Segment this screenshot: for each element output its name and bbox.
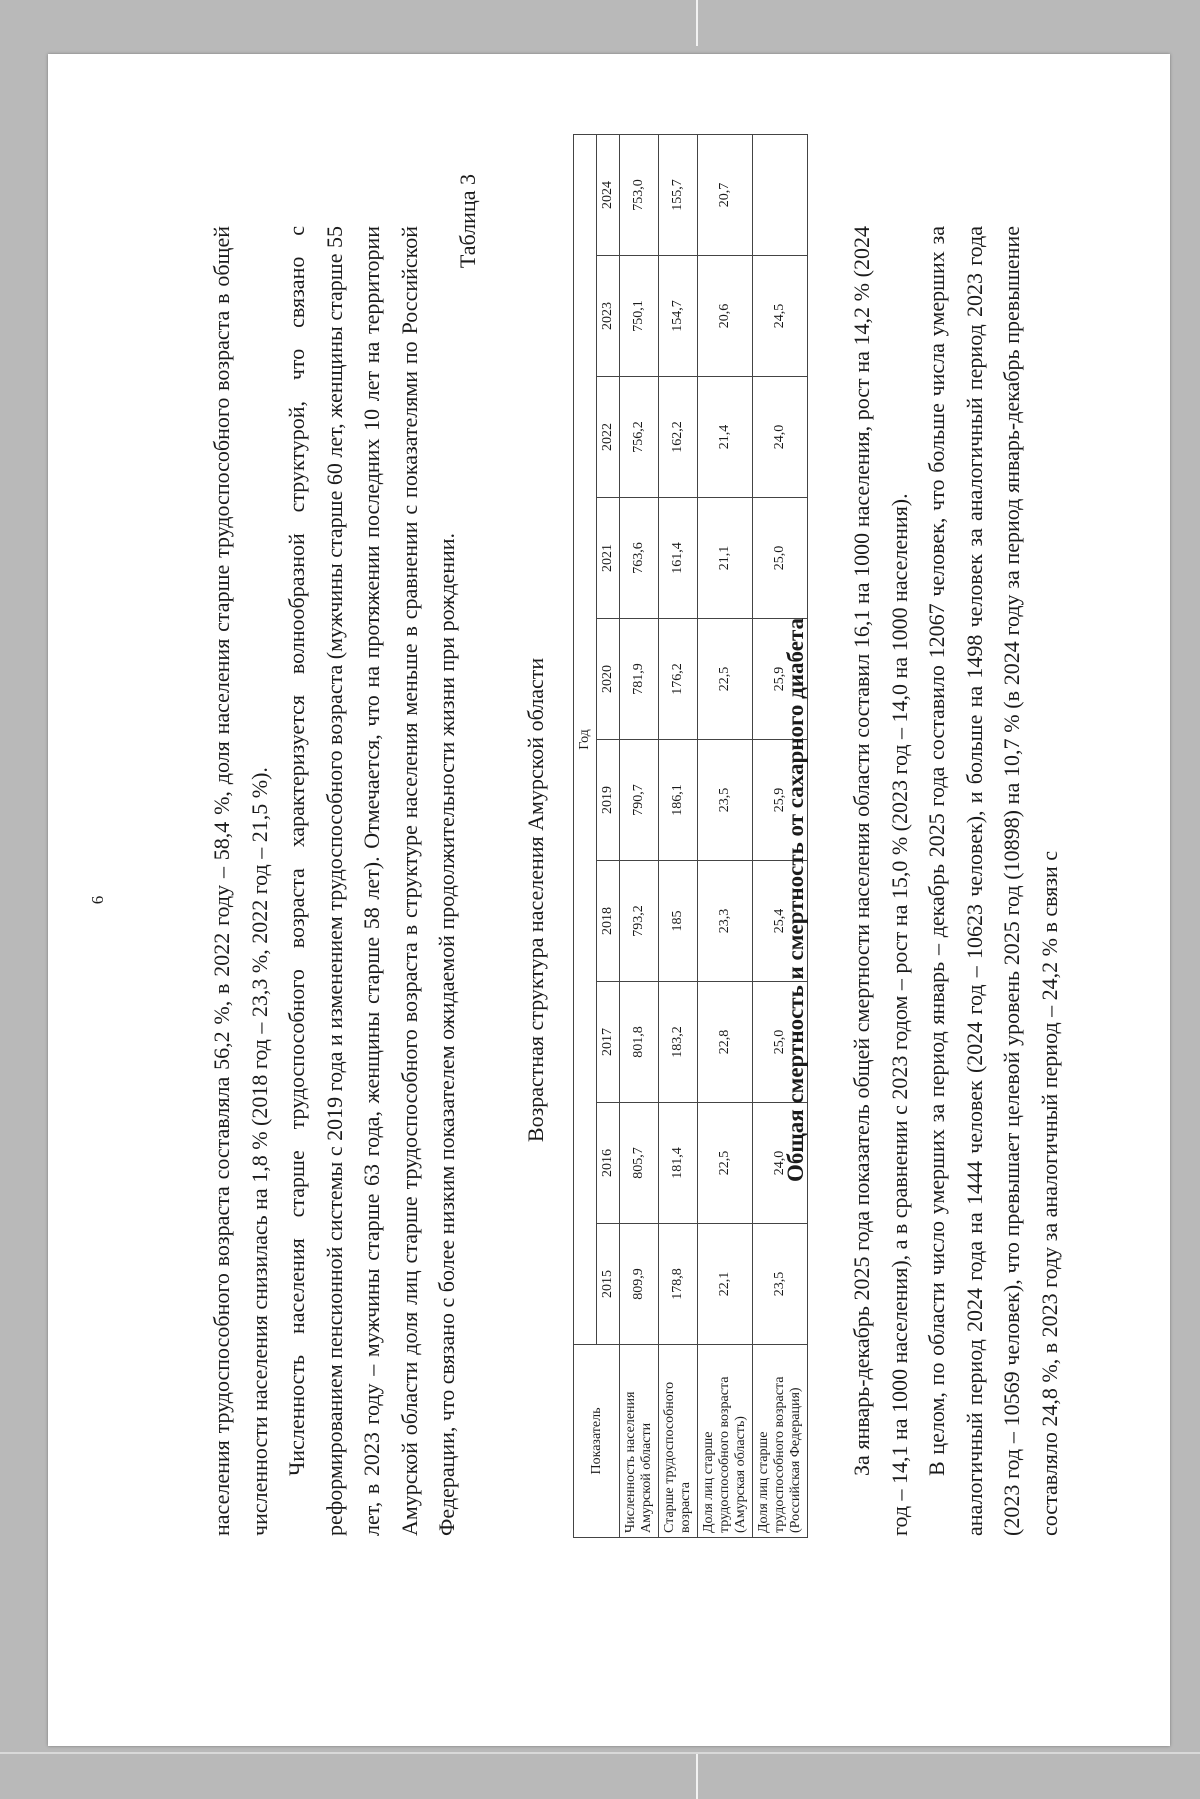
row-label: Доля лиц старше трудоспособного возраста (Российская Федерация) (753, 1345, 808, 1538)
table-cell: 186,1 (659, 740, 698, 861)
scan-artifact-line (696, 1752, 698, 1799)
table-cell: 24,0 (753, 1103, 808, 1224)
row-label: Старше трудоспособного возраста (659, 1345, 698, 1538)
table-cell: 20,6 (698, 256, 753, 377)
table-cell: 176,2 (659, 619, 698, 740)
paragraph: Численность населения старше трудоспособного возраста характеризуется волнообразной структурой, что связано с реформированием пенсионной системы с 2019 года и изменением трудоспособного возраста (мужчины старше 60 лет, женщины старше 55 лет, в 2023 году – мужчины старше 63 года, женщины старше 58 лет). Отмечается, что на протяжении последних 10 лет на территории Амурской области доля лиц старше трудоспособного возраста в структуре населения меньше в сравнении с показателями по Российской Федерации, что связано с более низким показателем ожидаемой продолжительности жизни при рождении. (284, 226, 459, 1536)
table-cell: 801,8 (620, 982, 659, 1103)
year-cell: 2018 (597, 861, 620, 982)
table-cell: 154,7 (659, 256, 698, 377)
table-cell: 23,3 (698, 861, 753, 982)
bottom-text-block (843, 226, 1068, 1536)
scan-artifact-line (696, 0, 698, 46)
table-cell: 20,7 (698, 135, 753, 256)
table-cell: 183,2 (659, 982, 698, 1103)
table-cell: 790,7 (620, 740, 659, 861)
scan-artifact-line (0, 1752, 1200, 1754)
table-cell: 805,7 (620, 1103, 659, 1224)
table-cell: 25,9 (753, 619, 808, 740)
table-cell: 750,1 (620, 256, 659, 377)
table-cell: 22,5 (698, 1103, 753, 1224)
table-cell: 24,0 (753, 377, 808, 498)
year-cell: 2023 (597, 256, 620, 377)
table-title: Возрастная структура населения Амурской области (523, 657, 548, 1143)
year-cell: 2020 (597, 619, 620, 740)
table-label: Таблица 3 (455, 174, 480, 269)
table-cell: 25,0 (753, 498, 808, 619)
table-cell: 23,5 (753, 1224, 808, 1345)
table-cell: 21,4 (698, 377, 753, 498)
header-indicator: Показатель (574, 1345, 620, 1538)
page-number: 6 (88, 895, 107, 905)
table-cell: 22,8 (698, 982, 753, 1103)
table-cell: 25,4 (753, 861, 808, 982)
table-cell: 809,9 (620, 1224, 659, 1345)
paragraph: населения трудоспособного возраста составляла 56,2 %, в 2022 году – 58,4 %, доля населения старше трудоспособного возраста в общей численности населения снизилась на 1,8 % (2018 год – 23,3 %, 2022 год – 21,5 %). (209, 226, 272, 1536)
scanned-page (48, 54, 1170, 1746)
table-cell: 23,5 (698, 740, 753, 861)
table-cell: 25,0 (753, 982, 808, 1103)
table-cell: 24,5 (753, 256, 808, 377)
age-structure-table (573, 134, 808, 1538)
header-year: Год (574, 135, 597, 1345)
table-cell: 178,8 (659, 1224, 698, 1345)
year-cell: 2015 (597, 1224, 620, 1345)
year-cell: 2024 (597, 135, 620, 256)
table-cell: 25,9 (753, 740, 808, 861)
table-cell: 155,7 (659, 135, 698, 256)
table-cell: 161,4 (659, 498, 698, 619)
table-row (659, 135, 698, 1538)
year-cell: 2021 (597, 498, 620, 619)
row-label: Численность населения Амурской области (620, 1345, 659, 1538)
paragraph: За январь-декабрь 2025 года показатель общей смертности населения области составил 16,1 на 1000 населения, рост на 14,2 % (2024 год – 14,1 на 1000 населения), а в сравнении с 2023 годом – рост на 15,0 % (2023 год – 14,0 на 1000 населения). (849, 226, 912, 1536)
table-row (620, 135, 659, 1538)
table-cell: 22,1 (698, 1224, 753, 1345)
table-cell: 162,2 (659, 377, 698, 498)
table-cell: 781,9 (620, 619, 659, 740)
table-cell: 763,6 (620, 498, 659, 619)
table-cell: 185 (659, 861, 698, 982)
table-cell: 756,2 (620, 377, 659, 498)
table-row (698, 135, 753, 1538)
table-header-row (574, 135, 597, 1538)
table-cell: 21,1 (698, 498, 753, 619)
top-text-block (203, 226, 466, 1536)
rotated-page-content (48, 54, 1170, 1746)
table-cell: 793,2 (620, 861, 659, 982)
year-cell: 2019 (597, 740, 620, 861)
table-cell: 753,0 (620, 135, 659, 256)
row-label: Доля лиц старше трудоспособного возраста (Амурская область) (698, 1345, 753, 1538)
year-cell: 2016 (597, 1103, 620, 1224)
table-cell: 22,5 (698, 619, 753, 740)
year-cell: 2017 (597, 982, 620, 1103)
section-title: Общая смертность и смертность от сахарного диабета (783, 617, 808, 1183)
paragraph: В целом, по области число умерших за период январь – декабрь 2025 года составило 12067 человек, что больше числа умерших за аналогичный период 2024 года на 1444 человек (2024 год – 10623 человек), и больше на 1498 человек за аналогичный период 2023 года (2023 год – 10569 человек), что превышает целевой уровень 2025 год (10898) на 10,7 % (в 2024 году за период январь-декабрь превышение составляло 24,8 %, в 2023 году за аналогичный период – 24,2 % в связи с (924, 226, 1062, 1536)
table-cell: 181,4 (659, 1103, 698, 1224)
year-cell: 2022 (597, 377, 620, 498)
table-years-row (597, 135, 620, 1538)
